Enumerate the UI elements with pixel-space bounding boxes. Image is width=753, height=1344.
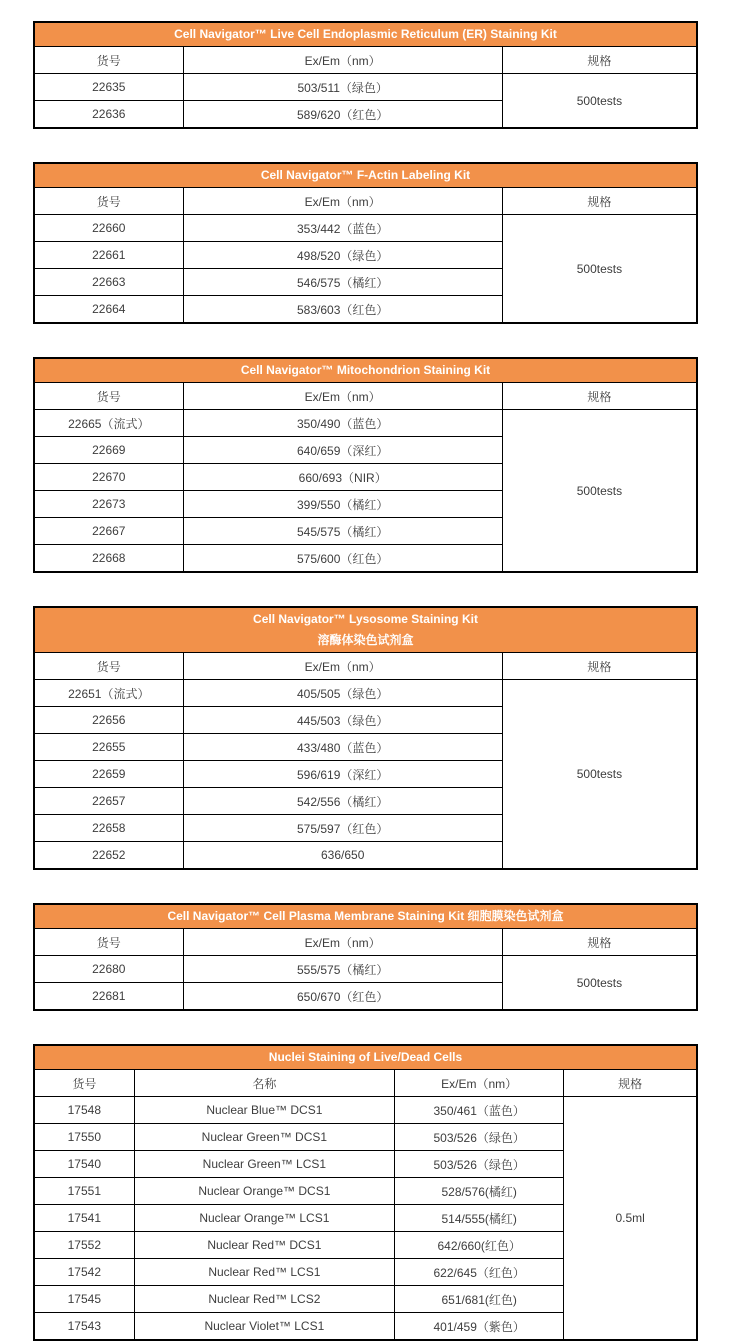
spec-cell: 500tests (502, 74, 696, 128)
catalog-number-cell: 17552 (35, 1232, 134, 1259)
table-row (35, 410, 696, 437)
product-name-cell: Nuclear Red™ LCS2 (134, 1286, 394, 1313)
ex-em-cell: 622/645（红色） (395, 1259, 564, 1286)
ex-em-cell: 583/603（红色） (183, 296, 502, 323)
column-header-row (35, 929, 696, 956)
ex-em-cell: 596/619（深红） (183, 761, 502, 788)
catalog-number-cell: 22664 (35, 296, 183, 323)
spec-cell: 0.5ml (564, 1097, 696, 1340)
spec-cell: 500tests (502, 410, 696, 572)
catalog-number-cell: 22665（流式） (35, 410, 183, 437)
product-table-grid (35, 47, 696, 127)
product-table-er-staining-kit (33, 21, 698, 129)
catalog-number-cell: 17545 (35, 1286, 134, 1313)
ex-em-cell: 528/576(橘红) (395, 1178, 564, 1205)
catalog-number-cell: 22656 (35, 707, 183, 734)
table-title-bar (35, 23, 696, 47)
table-title-bar (35, 359, 696, 383)
column-header-row (35, 1070, 696, 1097)
catalog-number-cell: 22673 (35, 491, 183, 518)
product-name-cell: Nuclear Violet™ LCS1 (134, 1313, 394, 1340)
product-table-nuclei-staining-live-dead (33, 1044, 698, 1341)
column-header: 名称 (134, 1070, 394, 1097)
table-title-line: Cell Navigator™ Mitochondrion Staining Kit (240, 363, 491, 377)
ex-em-cell: 503/526（绿色） (395, 1124, 564, 1151)
column-header: 货号 (35, 188, 183, 215)
catalog-number-cell: 22655 (35, 734, 183, 761)
table-title-line: Cell Navigator™ Live Cell Endoplasmic Reticulum (ER) Staining Kit (174, 27, 557, 41)
ex-em-cell: 350/490（蓝色） (183, 410, 502, 437)
table-title-line: Cell Navigator™ Lysosome Staining Kit (253, 612, 478, 626)
ex-em-cell: 651/681(红色) (395, 1286, 564, 1313)
column-header: Ex/Em（nm） (183, 383, 502, 410)
column-header: 货号 (35, 653, 183, 680)
spec-cell: 500tests (502, 215, 696, 323)
ex-em-cell: 640/659（深红） (183, 437, 502, 464)
ex-em-cell: 350/461（蓝色） (395, 1097, 564, 1124)
column-header: Ex/Em（nm） (183, 929, 502, 956)
ex-em-cell: 445/503（绿色） (183, 707, 502, 734)
catalog-number-cell: 22680 (35, 956, 183, 983)
spec-cell: 500tests (502, 680, 696, 869)
column-header: 规格 (502, 47, 696, 74)
column-header: 货号 (35, 929, 183, 956)
table-row (35, 680, 696, 707)
product-name-cell: Nuclear Green™ LCS1 (134, 1151, 394, 1178)
catalog-number-cell: 17548 (35, 1097, 134, 1124)
catalog-number-cell: 22669 (35, 437, 183, 464)
catalog-number-cell: 22659 (35, 761, 183, 788)
spec-cell: 500tests (502, 956, 696, 1010)
column-header: 货号 (35, 47, 183, 74)
ex-em-cell: 650/670（红色） (183, 983, 502, 1010)
table-title-bar (35, 905, 696, 929)
product-name-cell: Nuclear Green™ DCS1 (134, 1124, 394, 1151)
catalog-number-cell: 22661 (35, 242, 183, 269)
catalog-number-cell: 22652 (35, 842, 183, 869)
catalog-number-cell: 17541 (35, 1205, 134, 1232)
ex-em-cell: 546/575（橘红） (183, 269, 502, 296)
product-table-f-actin-labeling-kit (33, 162, 698, 324)
ex-em-cell: 660/693（NIR） (183, 464, 502, 491)
product-table-grid (35, 383, 696, 571)
catalog-number-cell: 22657 (35, 788, 183, 815)
column-header-row (35, 383, 696, 410)
table-title-bar (35, 1046, 696, 1070)
ex-em-cell: 433/480（蓝色） (183, 734, 502, 761)
product-table-grid (35, 188, 696, 322)
product-name-cell: Nuclear Red™ DCS1 (134, 1232, 394, 1259)
product-name-cell: Nuclear Orange™ DCS1 (134, 1178, 394, 1205)
column-header-row (35, 188, 696, 215)
catalog-number-cell: 17540 (35, 1151, 134, 1178)
table-title-bar (35, 164, 696, 188)
product-table-grid (35, 1070, 696, 1339)
catalog-number-cell: 17542 (35, 1259, 134, 1286)
product-name-cell: Nuclear Red™ LCS1 (134, 1259, 394, 1286)
catalog-number-cell: 22658 (35, 815, 183, 842)
catalog-number-cell: 17543 (35, 1313, 134, 1340)
ex-em-cell: 642/660(红色） (395, 1232, 564, 1259)
ex-em-cell: 401/459（紫色） (395, 1313, 564, 1340)
table-title-line: Nuclei Staining of Live/Dead Cells (268, 1050, 463, 1064)
catalog-number-cell: 22663 (35, 269, 183, 296)
ex-em-cell: 589/620（红色） (183, 101, 502, 128)
column-header-row (35, 653, 696, 680)
column-header: 货号 (35, 383, 183, 410)
table-row (35, 956, 696, 983)
table-row (35, 215, 696, 242)
ex-em-cell: 399/550（橘红） (183, 491, 502, 518)
column-header: Ex/Em（nm） (183, 47, 502, 74)
product-table-plasma-membrane-staining-kit (33, 903, 698, 1011)
table-title-line: Cell Navigator™ F-Actin Labeling Kit (260, 168, 471, 182)
ex-em-cell: 575/597（红色） (183, 815, 502, 842)
catalog-number-cell: 17551 (35, 1178, 134, 1205)
column-header: Ex/Em（nm） (395, 1070, 564, 1097)
catalog-number-cell: 22651（流式） (35, 680, 183, 707)
ex-em-cell: 542/556（橘红） (183, 788, 502, 815)
column-header: 规格 (502, 653, 696, 680)
product-table-lysosome-staining-kit (33, 606, 698, 870)
catalog-number-cell: 22635 (35, 74, 183, 101)
ex-em-cell: 503/526（绿色） (395, 1151, 564, 1178)
catalog-number-cell: 22636 (35, 101, 183, 128)
table-title-line: 溶酶体染色试剂盒 (317, 633, 414, 647)
ex-em-cell: 353/442（蓝色） (183, 215, 502, 242)
product-table-grid (35, 653, 696, 868)
column-header: 规格 (502, 383, 696, 410)
catalog-number-cell: 22681 (35, 983, 183, 1010)
product-table-mitochondrion-staining-kit (33, 357, 698, 573)
column-header: 规格 (502, 188, 696, 215)
catalog-number-cell: 17550 (35, 1124, 134, 1151)
product-name-cell: Nuclear Blue™ DCS1 (134, 1097, 394, 1124)
ex-em-cell: 503/511（绿色） (183, 74, 502, 101)
catalog-number-cell: 22667 (35, 518, 183, 545)
column-header: Ex/Em（nm） (183, 653, 502, 680)
column-header: 规格 (502, 929, 696, 956)
catalog-number-cell: 22660 (35, 215, 183, 242)
table-row (35, 1097, 696, 1124)
ex-em-cell: 498/520（绿色） (183, 242, 502, 269)
catalog-number-cell: 22668 (35, 545, 183, 572)
ex-em-cell: 575/600（红色） (183, 545, 502, 572)
ex-em-cell: 405/505（绿色） (183, 680, 502, 707)
column-header: 规格 (564, 1070, 696, 1097)
ex-em-cell: 545/575（橘红） (183, 518, 502, 545)
product-name-cell: Nuclear Orange™ LCS1 (134, 1205, 394, 1232)
ex-em-cell: 514/555(橘红) (395, 1205, 564, 1232)
catalog-number-cell: 22670 (35, 464, 183, 491)
ex-em-cell: 636/650 (183, 842, 502, 869)
table-title-bar (35, 608, 696, 653)
table-title-line: Cell Navigator™ Cell Plasma Membrane Staining Kit 细胞膜染色试剂盒 (167, 909, 564, 923)
column-header: Ex/Em（nm） (183, 188, 502, 215)
column-header-row (35, 47, 696, 74)
table-row (35, 74, 696, 101)
product-table-grid (35, 929, 696, 1009)
column-header: 货号 (35, 1070, 134, 1097)
ex-em-cell: 555/575（橘红） (183, 956, 502, 983)
